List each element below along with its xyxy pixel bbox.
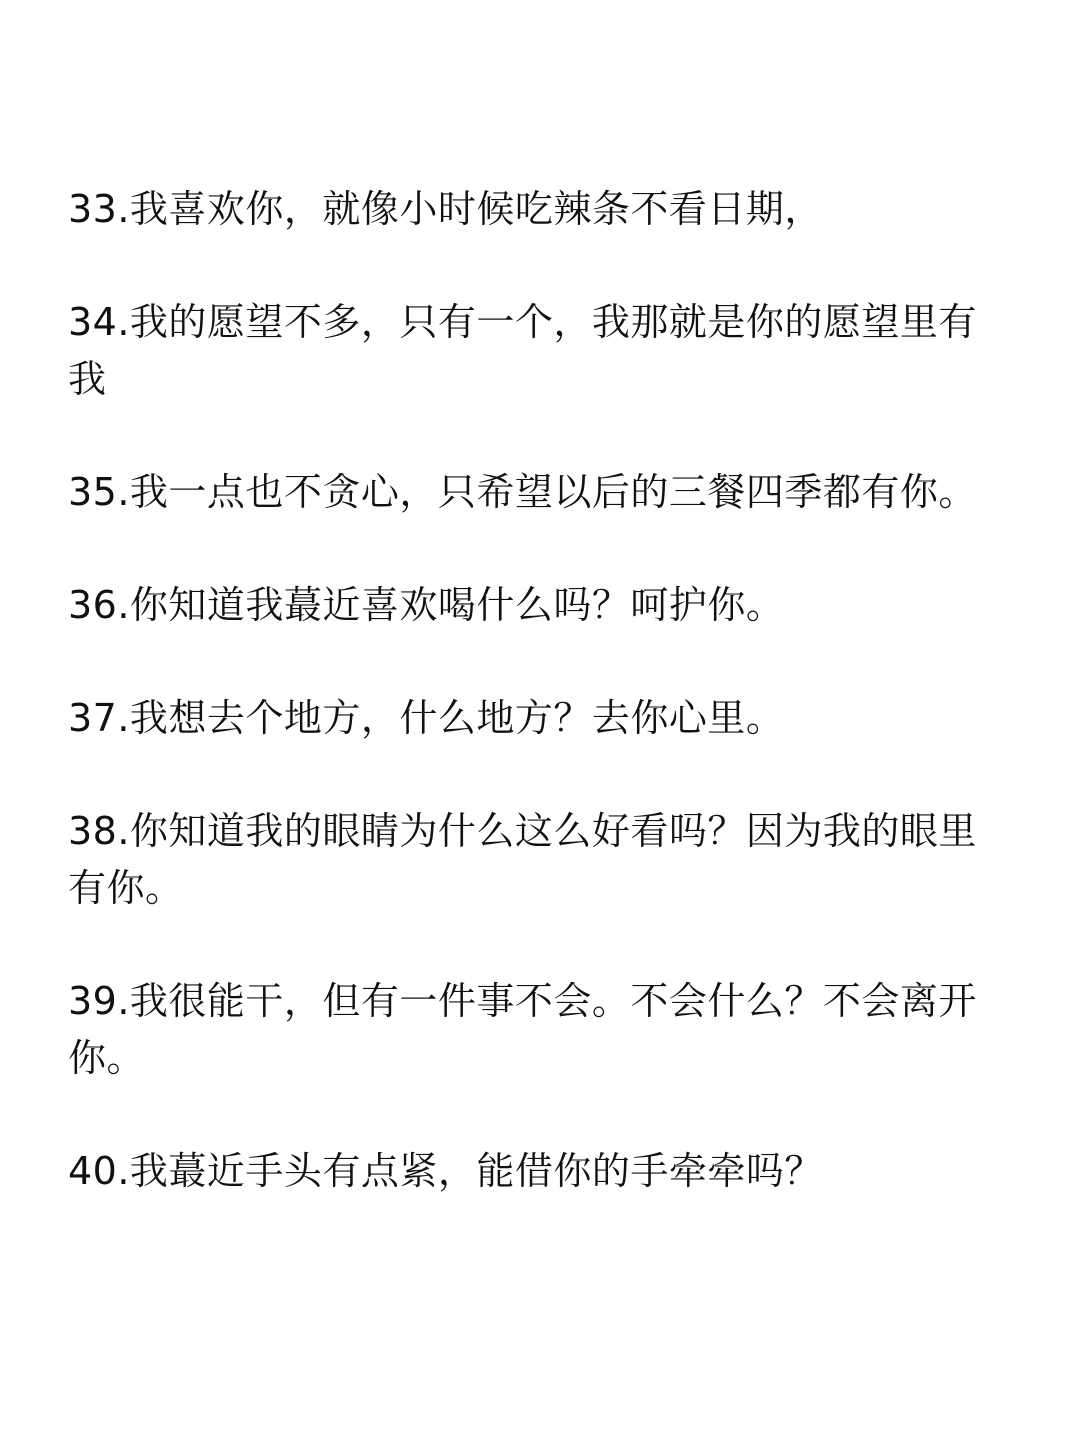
text-item-38: 38.你知道我的眼睛为什么这么好看吗？因为我的眼里有你。 [68, 809, 977, 910]
text-item-35: 35.我一点也不贪心，只希望以后的三餐四季都有你。 [68, 470, 977, 514]
text-item-36: 36.你知道我蕞近喜欢喝什么吗？呵护你。 [68, 583, 785, 627]
text-item-37: 37.我想去个地方，什么地方？去你心里。 [68, 696, 785, 740]
text-item-40: 40.我蕞近手头有点紧，能借你的手牵牵吗？ [68, 1149, 823, 1193]
text-item-34: 34.我的愿望不多，只有一个，我那就是你的愿望里有我 [68, 300, 977, 401]
text-list [68, 181, 988, 1256]
text-item-39: 39.我很能干，但有一件事不会。不会什么？不会离开你。 [68, 979, 977, 1080]
text-item-33: 33.我喜欢你，就像小时候吃辣条不看日期， [68, 187, 823, 231]
